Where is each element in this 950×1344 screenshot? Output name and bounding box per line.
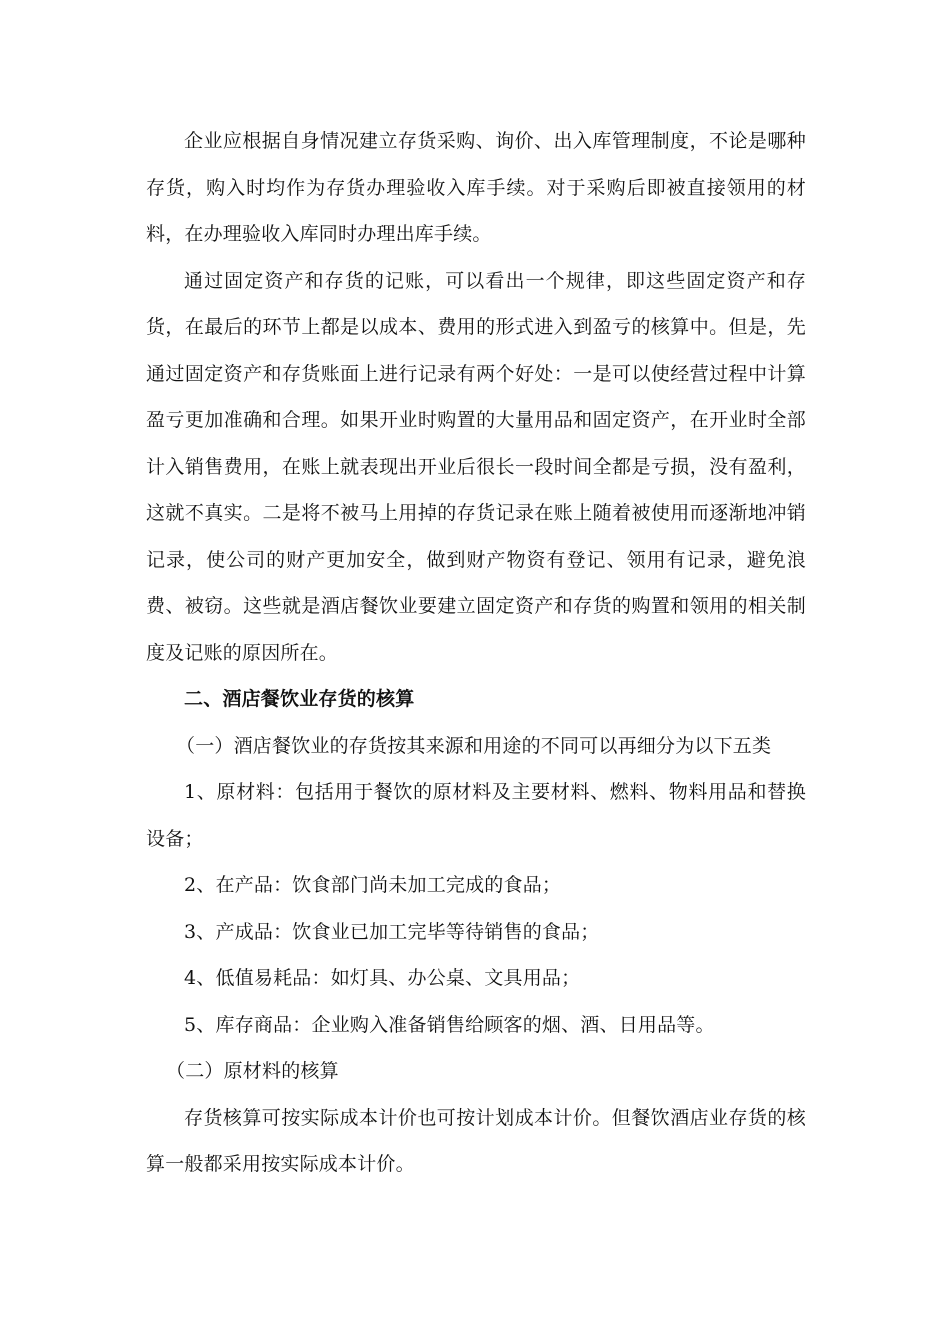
list-item-low-value-consumables: 4、低值易耗品：如灯具、办公桌、文具用品； xyxy=(184,967,581,989)
paragraph-bookkeeping-rationale: 通过固定资产和存货的记账，可以看出一个规律，即这些固定资产和存货，在最后的环节上都是以成本、费用的形式进入到盈亏的核算中。但是，先通过固定资产和存货账面上进行记录有两个好处：一是可以使经营过程中计算盈亏更加准确和合理。如果开业时购置的大量用品和固定资产，在开业时全部计入销售费用，在账上就表现出开业后很长一段时间全都是亏损，没有盈利，这就不真实。二是将不被马上用掉的存货记录在账上随着被使用而逐渐地冲销记录，使公司的财产更加安全，做到财产物资有登记、领用有记录，避免浪费、被窃。这些就是酒店餐饮业要建立固定资产和存货的购置和领用的相关制度及记账的原因所在。 xyxy=(146,269,806,664)
paragraph-cost-valuation: 存货核算可按实际成本计价也可按计划成本计价。但餐饮酒店业存货的核算一般都采用按实际成本计价。 xyxy=(146,1106,806,1175)
paragraph-inventory-procedures: 企业应根据自身情况建立存货采购、询价、出入库管理制度，不论是哪种存货，购入时均作为存货办理验收入库手续。对于采购后即被直接领用的材料，在办理验收入库同时办理出库手续。 xyxy=(146,130,806,245)
subheading-inventory-categories: （一）酒店餐饮业的存货按其来源和用途的不同可以再细分为以下五类 xyxy=(176,734,772,757)
list-item-raw-materials: 1、原材料：包括用于餐饮的原材料及主要材料、燃料、物料用品和替换设备； xyxy=(146,781,806,850)
list-item-work-in-progress: 2、在产品：饮食部门尚未加工完成的食品； xyxy=(184,874,562,896)
list-item-merchandise: 5、库存商品：企业购入准备销售给顾客的烟、酒、日用品等。 xyxy=(184,1013,715,1036)
section-heading: 二、酒店餐饮业存货的核算 xyxy=(184,688,415,710)
subheading-raw-material-accounting: （二）原材料的核算 xyxy=(166,1060,339,1082)
document-page xyxy=(146,118,806,1188)
list-item-finished-goods: 3、产成品：饮食业已加工完毕等待销售的食品； xyxy=(184,920,600,943)
